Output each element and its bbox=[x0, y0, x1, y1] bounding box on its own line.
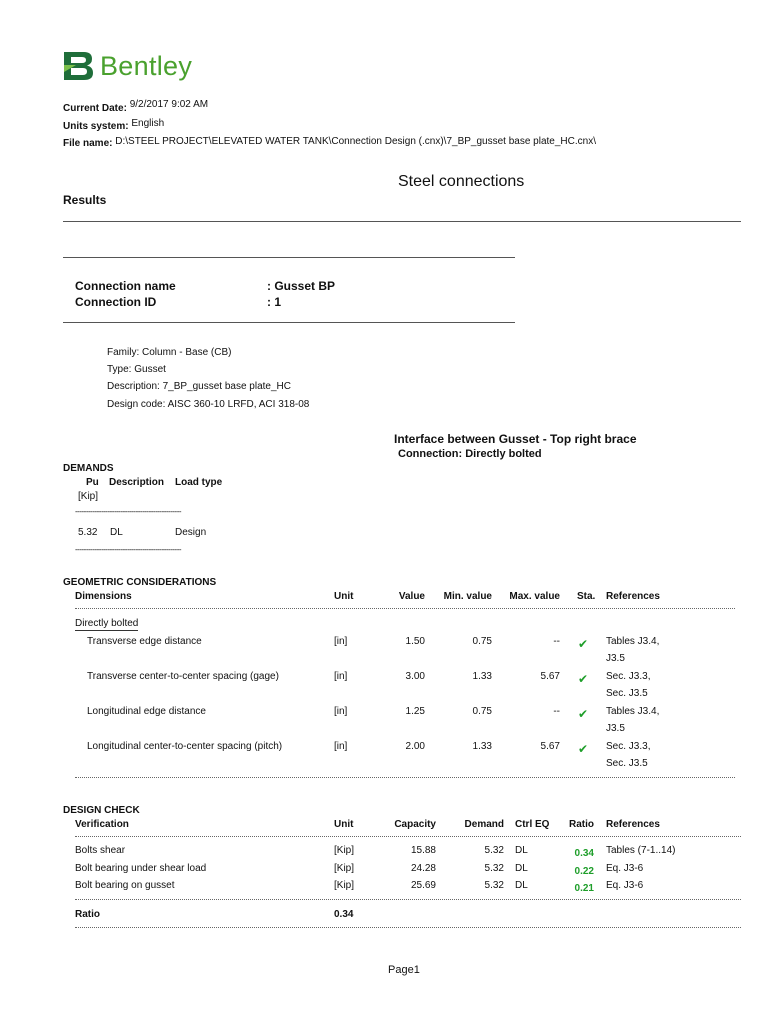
dc-row-name: Bolts shear bbox=[75, 845, 126, 856]
geo-header-status: Sta. bbox=[577, 591, 596, 602]
geo-row-max: 5.67 bbox=[540, 671, 560, 682]
dc-header-unit: Unit bbox=[334, 819, 354, 830]
check-icon: ✔ bbox=[578, 637, 589, 651]
connection-name-value: : Gusset BP bbox=[267, 279, 336, 293]
demands-description-value: DL bbox=[110, 527, 123, 538]
geo-header-unit: Unit bbox=[334, 591, 354, 602]
connection-divider-top bbox=[63, 257, 515, 258]
dc-row-demand: 5.32 bbox=[484, 863, 504, 874]
geo-row-max: -- bbox=[553, 636, 560, 647]
geo-row-ref-cont: J3.5 bbox=[606, 723, 625, 734]
dc-row-ctrl-eq: DL bbox=[515, 863, 528, 874]
document-title: Steel connections bbox=[398, 173, 525, 190]
design-check-heading: DESIGN CHECK bbox=[63, 805, 140, 816]
units-line bbox=[63, 118, 165, 132]
type-text: Type: Gusset bbox=[107, 364, 166, 375]
dc-row-ctrl-eq: DL bbox=[515, 845, 528, 856]
geo-row-ref-cont: Sec. J3.5 bbox=[606, 688, 648, 699]
file-value: D:\STEEL PROJECT\ELEVATED WATER TANK\Connection Design (.cnx)\7_BP_gusset base plate_HC.cnx\ bbox=[115, 136, 596, 147]
design-code-text: Design code: AISC 360-10 LRFD, ACI 318-08 bbox=[107, 399, 310, 410]
dc-header-references: References bbox=[606, 819, 660, 830]
geo-row-name: Longitudinal center-to-center spacing (pitch) bbox=[87, 741, 283, 752]
geo-group-label: Directly bolted bbox=[75, 618, 139, 629]
geo-header-value: Value bbox=[398, 591, 425, 602]
geo-row-value: 3.00 bbox=[405, 671, 425, 682]
dc-header-demand: Demand bbox=[464, 819, 504, 830]
geo-header-divider bbox=[75, 608, 735, 609]
geo-row-min: 1.33 bbox=[472, 741, 492, 752]
geo-row-max: 5.67 bbox=[540, 741, 560, 752]
dc-header-ratio: Ratio bbox=[569, 819, 594, 830]
geo-header-dimensions: Dimensions bbox=[75, 591, 132, 602]
date-value: 9/2/2017 9:02 AM bbox=[129, 99, 209, 110]
results-heading: Results bbox=[63, 193, 107, 207]
dc-row-demand: 5.32 bbox=[484, 845, 504, 856]
geo-row-ref-cont: J3.5 bbox=[606, 653, 625, 664]
check-icon: ✔ bbox=[578, 672, 589, 686]
dc-total-label: Ratio bbox=[75, 909, 100, 920]
geo-row-name: Longitudinal edge distance bbox=[87, 706, 206, 717]
geo-row-max: -- bbox=[553, 706, 560, 717]
dc-row-unit: [Kip] bbox=[334, 880, 355, 891]
interface-title: Interface between Gusset - Top right brace bbox=[394, 432, 637, 446]
check-icon: ✔ bbox=[578, 742, 589, 756]
demands-separator-top: ------------------------------------------------- bbox=[75, 507, 182, 516]
interface-subtitle: Connection: Directly bolted bbox=[398, 448, 542, 460]
dc-row-ratio: 0.22 bbox=[574, 866, 594, 877]
current-date-line bbox=[63, 99, 209, 114]
file-line bbox=[63, 138, 596, 149]
geo-row-name: Transverse edge distance bbox=[87, 636, 202, 647]
geo-header-references: References bbox=[606, 591, 660, 602]
dc-row-unit: [Kip] bbox=[334, 845, 355, 856]
units-value: English bbox=[131, 118, 165, 129]
dc-row-capacity: 25.69 bbox=[410, 880, 436, 891]
dc-rows-divider bbox=[75, 899, 741, 900]
demands-load-type-value: Design bbox=[175, 527, 207, 538]
geo-row-unit: [in] bbox=[334, 671, 348, 682]
geo-row-value: 1.50 bbox=[405, 636, 425, 647]
description-text: Description: 7_BP_gusset base plate_HC bbox=[107, 381, 291, 392]
family-text: Family: Column - Base (CB) bbox=[107, 347, 232, 358]
connection-name-label: Connection name bbox=[75, 279, 176, 293]
geo-header-min: Min. value bbox=[443, 591, 492, 602]
units-label: Units system: bbox=[63, 121, 129, 132]
dc-row-name: Bolt bearing under shear load bbox=[75, 863, 207, 874]
dc-total-value: 0.34 bbox=[334, 909, 354, 920]
dc-row-ref: Tables (7-1..14) bbox=[606, 845, 676, 856]
geo-row-unit: [in] bbox=[334, 706, 348, 717]
dc-header-ctrl-eq: Ctrl EQ bbox=[515, 819, 550, 830]
dc-row-name: Bolt bearing on gusset bbox=[75, 880, 175, 891]
dc-header-divider bbox=[75, 836, 741, 837]
page-number: Page1 bbox=[388, 964, 420, 976]
demands-header-load-type: Load type bbox=[175, 477, 223, 488]
geo-row-min: 0.75 bbox=[472, 636, 492, 647]
dc-row-ratio: 0.34 bbox=[574, 848, 594, 859]
geo-row-ref: Sec. J3.3, bbox=[606, 671, 651, 682]
brand-name: Bentley bbox=[100, 50, 193, 81]
dc-header-verification: Verification bbox=[75, 819, 129, 830]
geometric-heading: GEOMETRIC CONSIDERATIONS bbox=[63, 577, 217, 588]
geo-row-ref: Sec. J3.3, bbox=[606, 741, 651, 752]
demands-header-pu: Pu bbox=[86, 477, 99, 488]
dc-row-ratio: 0.21 bbox=[574, 883, 594, 894]
geo-row-ref-cont: Sec. J3.5 bbox=[606, 758, 648, 769]
dc-header-capacity: Capacity bbox=[394, 819, 436, 830]
geo-row-value: 2.00 bbox=[405, 741, 425, 752]
geo-row-min: 1.33 bbox=[472, 671, 492, 682]
dc-row-unit: [Kip] bbox=[334, 863, 355, 874]
demands-pu-value: 5.32 bbox=[78, 527, 98, 538]
geo-table-end-divider bbox=[75, 777, 735, 778]
dc-row-ref: Eq. J3-6 bbox=[606, 880, 644, 891]
geo-row-min: 0.75 bbox=[472, 706, 492, 717]
geo-row-ref: Tables J3.4, bbox=[606, 706, 660, 717]
date-label: Current Date: bbox=[63, 103, 127, 114]
demands-header-description: Description bbox=[109, 477, 165, 488]
dc-row-capacity: 24.28 bbox=[410, 863, 436, 874]
results-divider bbox=[63, 221, 741, 222]
connection-divider-bottom bbox=[63, 322, 515, 323]
geo-row-unit: [in] bbox=[334, 636, 348, 647]
connection-id-value: : 1 bbox=[267, 295, 282, 309]
check-icon: ✔ bbox=[578, 707, 589, 721]
bentley-b-icon bbox=[62, 50, 94, 82]
file-label: File name: bbox=[63, 138, 113, 149]
bentley-logo bbox=[62, 50, 192, 82]
geo-row-ref: Tables J3.4, bbox=[606, 636, 660, 647]
demands-separator-bottom: ------------------------------------------------- bbox=[75, 545, 182, 554]
geo-row-name: Transverse center-to-center spacing (gage) bbox=[87, 671, 279, 682]
geo-row-value: 1.25 bbox=[405, 706, 425, 717]
demands-unit: [Kip] bbox=[78, 491, 99, 502]
dc-row-capacity: 15.88 bbox=[410, 845, 436, 856]
dc-row-demand: 5.32 bbox=[484, 880, 504, 891]
dc-row-ref: Eq. J3-6 bbox=[606, 863, 644, 874]
geo-header-max: Max. value bbox=[509, 591, 560, 602]
dc-row-ctrl-eq: DL bbox=[515, 880, 528, 891]
connection-id-label: Connection ID bbox=[75, 295, 157, 309]
dc-table-end-divider bbox=[75, 927, 741, 928]
geo-row-unit: [in] bbox=[334, 741, 348, 752]
demands-heading: DEMANDS bbox=[63, 463, 114, 474]
